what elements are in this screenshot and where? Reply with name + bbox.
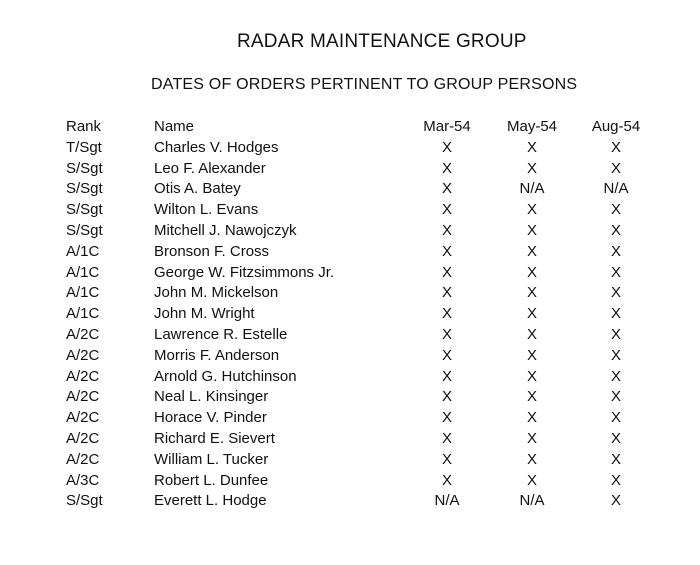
cell-may-54: X <box>526 263 537 281</box>
cell-may-54: N/A <box>519 492 545 510</box>
table-row <box>64 221 658 242</box>
cell-rank: A/2C <box>66 367 100 385</box>
orders-table <box>64 117 658 512</box>
cell-name: Horace V. Pinder <box>154 409 267 427</box>
cell-name: Mitchell J. Nawojczyk <box>154 221 297 239</box>
cell-mar-54: X <box>441 471 452 489</box>
cell-mar-54: X <box>441 138 452 156</box>
cell-mar-54: X <box>441 325 452 343</box>
cell-aug-54: X <box>610 263 621 281</box>
cell-name: Charles V. Hodges <box>154 138 279 156</box>
cell-mar-54: X <box>441 388 452 406</box>
cell-rank: S/Sgt <box>66 201 103 219</box>
cell-name: Neal L. Kinsinger <box>154 388 269 406</box>
cell-name: Arnold G. Hutchinson <box>154 367 297 385</box>
table-row <box>64 491 658 512</box>
table-row <box>64 263 658 284</box>
cell-name: Everett L. Hodge <box>154 492 267 510</box>
table-row <box>64 429 658 450</box>
cell-name: Otis A. Batey <box>154 180 241 198</box>
cell-name: Lawrence R. Estelle <box>154 325 288 343</box>
cell-may-54: N/A <box>519 180 545 198</box>
cell-aug-54: X <box>610 242 621 260</box>
table-row <box>64 346 658 367</box>
header-aug-54: Aug-54 <box>591 118 641 135</box>
cell-mar-54: X <box>441 305 452 323</box>
table-row <box>64 304 658 325</box>
table-row <box>64 138 658 159</box>
table-row <box>64 367 658 388</box>
cell-aug-54: X <box>610 429 621 447</box>
cell-rank: S/Sgt <box>66 221 103 239</box>
cell-rank: A/3C <box>66 471 100 489</box>
cell-aug-54: X <box>610 138 621 156</box>
cell-rank: A/2C <box>66 409 100 427</box>
cell-mar-54: X <box>441 159 452 177</box>
cell-mar-54: X <box>441 429 452 447</box>
cell-rank: S/Sgt <box>66 159 103 177</box>
cell-may-54: X <box>526 450 537 468</box>
table-header-row <box>64 117 658 138</box>
cell-mar-54: N/A <box>434 492 460 510</box>
cell-mar-54: X <box>441 409 452 427</box>
cell-rank: A/2C <box>66 325 100 343</box>
table-row <box>64 325 658 346</box>
header-may-54: May-54 <box>506 118 558 135</box>
cell-mar-54: X <box>441 346 452 364</box>
cell-aug-54: X <box>610 221 621 239</box>
cell-rank: S/Sgt <box>66 180 103 198</box>
cell-may-54: X <box>526 159 537 177</box>
cell-may-54: X <box>526 325 537 343</box>
cell-may-54: X <box>526 367 537 385</box>
cell-name: Morris F. Anderson <box>154 346 280 364</box>
cell-rank: A/1C <box>66 242 100 260</box>
cell-may-54: X <box>526 221 537 239</box>
cell-aug-54: X <box>610 409 621 427</box>
cell-mar-54: X <box>441 242 452 260</box>
cell-name: Richard E. Sievert <box>154 429 275 447</box>
table-row <box>64 283 658 304</box>
cell-mar-54: X <box>441 180 452 198</box>
cell-rank: S/Sgt <box>66 492 103 510</box>
header-rank: Rank <box>66 118 102 135</box>
cell-name: Leo F. Alexander <box>154 159 266 177</box>
cell-may-54: X <box>526 138 537 156</box>
table-row <box>64 387 658 408</box>
cell-may-54: X <box>526 242 537 260</box>
cell-name: Wilton L. Evans <box>154 201 259 219</box>
cell-may-54: X <box>526 429 537 447</box>
cell-rank: A/1C <box>66 263 100 281</box>
cell-aug-54: X <box>610 201 621 219</box>
cell-aug-54: X <box>610 159 621 177</box>
cell-rank: A/1C <box>66 305 100 323</box>
cell-mar-54: X <box>441 367 452 385</box>
cell-name: William L. Tucker <box>154 450 269 468</box>
cell-name: Bronson F. Cross <box>154 242 270 260</box>
cell-name: Robert L. Dunfee <box>154 471 269 489</box>
cell-name: John M. Mickelson <box>154 284 279 302</box>
table-row <box>64 471 658 492</box>
cell-rank: A/2C <box>66 388 100 406</box>
cell-aug-54: X <box>610 450 621 468</box>
cell-aug-54: X <box>610 471 621 489</box>
cell-may-54: X <box>526 471 537 489</box>
cell-aug-54: X <box>610 492 621 510</box>
cell-aug-54: X <box>610 346 621 364</box>
cell-may-54: X <box>526 409 537 427</box>
cell-may-54: X <box>526 284 537 302</box>
cell-mar-54: X <box>441 450 452 468</box>
table-body <box>64 138 658 512</box>
table-row <box>64 159 658 180</box>
cell-aug-54: X <box>610 388 621 406</box>
document-title: RADAR MAINTENANCE GROUP <box>237 31 527 52</box>
cell-may-54: X <box>526 388 537 406</box>
cell-rank: A/2C <box>66 450 100 468</box>
cell-rank: A/1C <box>66 284 100 302</box>
cell-rank: T/Sgt <box>66 138 102 156</box>
table-row <box>64 179 658 200</box>
cell-name: George W. Fitzsimmons Jr. <box>154 263 335 281</box>
cell-rank: A/2C <box>66 346 100 364</box>
table-row <box>64 450 658 471</box>
document-subtitle: DATES OF ORDERS PERTINENT TO GROUP PERSONS <box>151 76 578 93</box>
table-row <box>64 408 658 429</box>
cell-aug-54: X <box>610 284 621 302</box>
header-mar-54: Mar-54 <box>423 118 471 135</box>
cell-aug-54: X <box>610 367 621 385</box>
cell-name: John M. Wright <box>154 305 255 323</box>
cell-may-54: X <box>526 346 537 364</box>
cell-mar-54: X <box>441 284 452 302</box>
cell-may-54: X <box>526 201 537 219</box>
header-name: Name <box>154 118 195 135</box>
cell-may-54: X <box>526 305 537 323</box>
table-row <box>64 242 658 263</box>
cell-aug-54: X <box>610 325 621 343</box>
cell-aug-54: N/A <box>603 180 629 198</box>
cell-mar-54: X <box>441 221 452 239</box>
cell-rank: A/2C <box>66 429 100 447</box>
cell-mar-54: X <box>441 263 452 281</box>
cell-aug-54: X <box>610 305 621 323</box>
table-row <box>64 200 658 221</box>
cell-mar-54: X <box>441 201 452 219</box>
